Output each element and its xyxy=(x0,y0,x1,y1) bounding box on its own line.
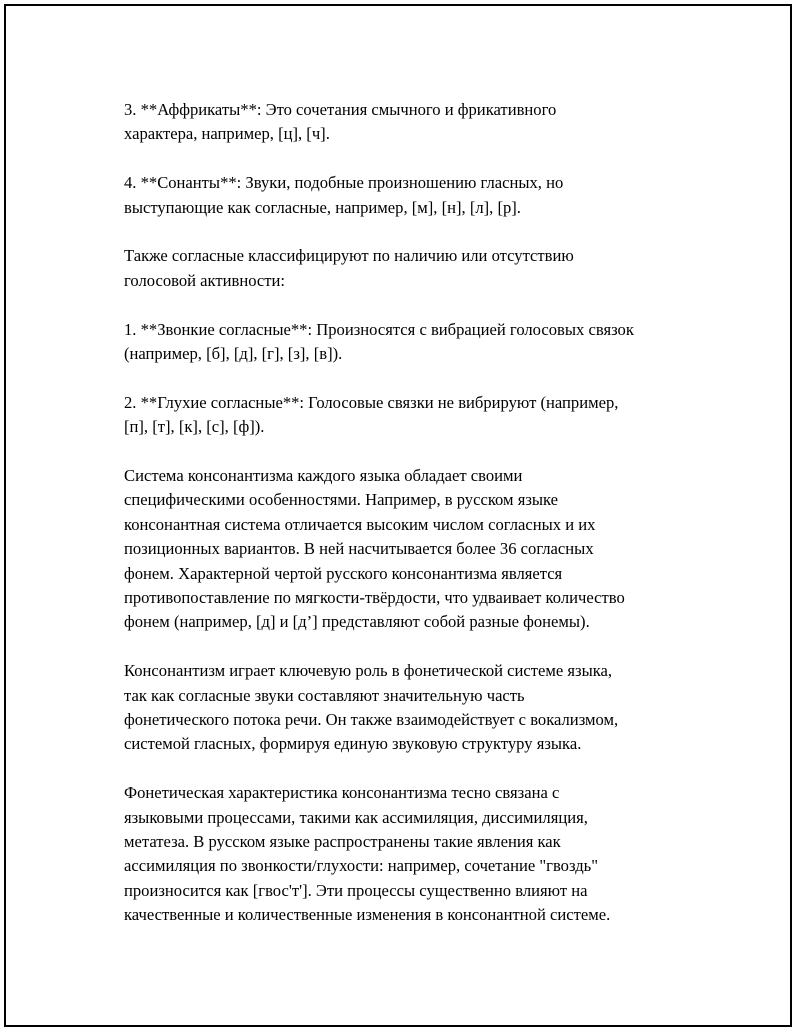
text-line: Консонантизм играет ключевую роль в фонетической системе языка, xyxy=(124,661,613,681)
text-line: 4. **Сонанты**: Звуки, подобные произношению гласных, но xyxy=(124,173,564,193)
paragraph-consonant-system xyxy=(124,464,694,635)
paragraph-voicing-intro xyxy=(124,244,694,293)
text-line: специфическими особенностями. Например, в русском языке xyxy=(124,490,559,510)
paragraph-sonants xyxy=(124,171,694,220)
text-line: 3. **Аффрикаты**: Это сочетания смычного и фрикативного xyxy=(124,100,557,119)
text-line: метатеза. В русском языке распространены такие явления как xyxy=(124,832,561,852)
text-line: позиционных вариантов. В ней насчитывается более 36 согласных xyxy=(124,539,594,559)
text-line: произносится как [гвос'т']. Эти процессы существенно влияют на xyxy=(124,880,588,900)
text-line: Также согласные классифицируют по наличию или отсутствию xyxy=(124,246,574,266)
text-line: Фонетическая характеристика консонантизма тесно связана с xyxy=(124,783,560,803)
text-line: голосовой активности: xyxy=(124,270,286,290)
text-line: языковыми процессами, такими как ассимиляция, диссимиляция, xyxy=(124,807,588,827)
text-line: 2. **Глухие согласные**: Голосовые связки не вибрируют (например, xyxy=(124,392,619,412)
text-line: (например, [б], [д], [г], [з], [в]). xyxy=(124,344,343,364)
text-line: 1. **Звонкие согласные**: Произносятся с вибрацией голосовых связок xyxy=(124,319,634,339)
paragraph-role xyxy=(124,659,694,757)
paragraph-affricates xyxy=(124,98,694,147)
text-line: консонантная система отличается высоким числом согласных и их xyxy=(124,514,596,534)
text-line: ассимиляция по звонкости/глухости: например, сочетание "гвоздь" xyxy=(124,856,599,876)
text-line: так как согласные звуки составляют значительную часть xyxy=(124,685,525,705)
text-line: фонетического потока речи. Он также взаимодействует с вокализмом, xyxy=(124,710,619,730)
text-line: характера, например, [ц], [ч]. xyxy=(124,124,330,144)
text-line: фонем. Характерной чертой русского консонантизма является xyxy=(124,563,563,583)
text-line: системой гласных, формируя единую звуковую структуру языка. xyxy=(124,734,582,754)
text-line: противопоставление по мягкости-твёрдости, что удваивает количество xyxy=(124,588,625,608)
paragraph-voiced xyxy=(124,318,694,367)
text-line: Система консонантизма каждого языка обладает своими xyxy=(124,466,523,486)
paragraph-voiceless xyxy=(124,391,694,440)
paragraph-processes xyxy=(124,781,694,927)
page-frame xyxy=(4,4,792,1027)
document-body xyxy=(124,98,694,952)
text-line: фонем (например, [д] и [д’] представляют собой разные фонемы). xyxy=(124,612,590,632)
text-line: [п], [т], [к], [с], [ф]). xyxy=(124,417,265,437)
text-line: выступающие как согласные, например, [м], [н], [л], [р]. xyxy=(124,197,521,217)
text-line: качественные и количественные изменения в консонантной системе. xyxy=(124,905,611,925)
